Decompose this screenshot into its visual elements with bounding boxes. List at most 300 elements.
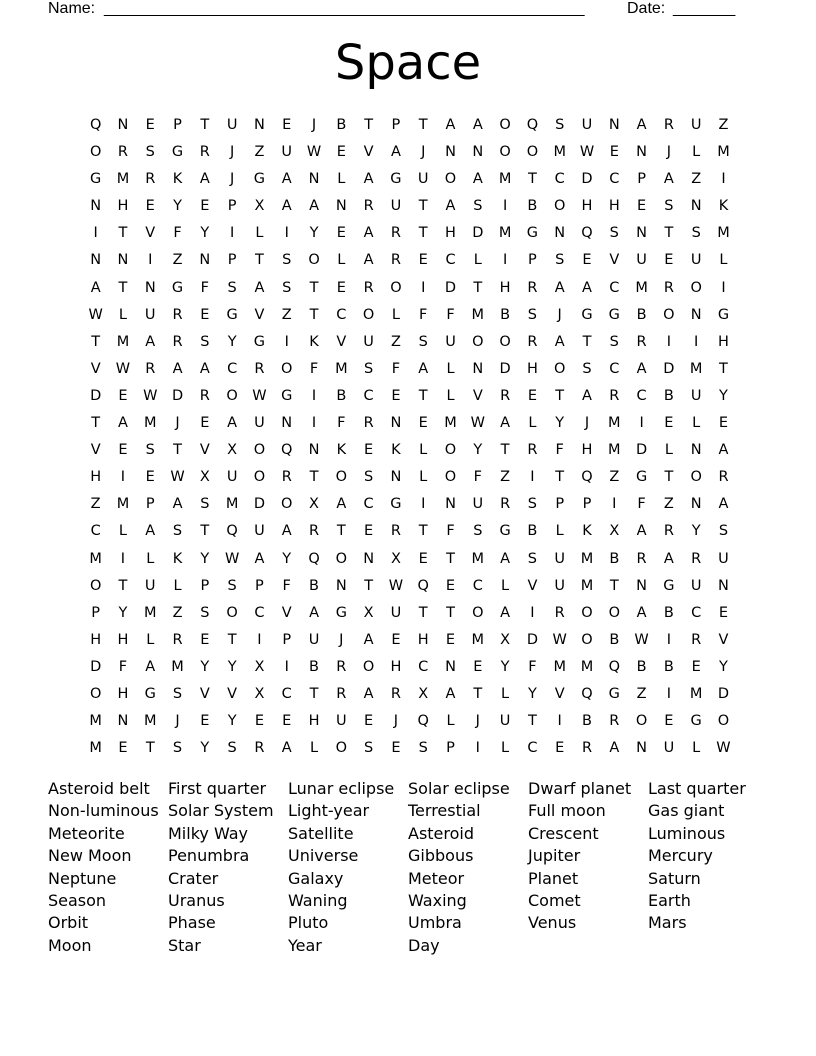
grid-letter: N: [90, 252, 102, 269]
word-bank-word: Umbra: [408, 913, 462, 933]
grid-letter: R: [554, 604, 565, 621]
grid-letter: C: [363, 496, 374, 513]
grid-letter: G: [90, 171, 102, 188]
grid-letter: T: [418, 117, 428, 133]
grid-letter: A: [363, 685, 374, 702]
grid-letter: R: [336, 658, 347, 675]
grid-letter: I: [502, 252, 508, 269]
grid-letter: W: [115, 360, 131, 377]
word-bank-word: Meteor: [408, 868, 465, 888]
grid-letter: E: [609, 144, 619, 161]
grid-letter: O: [472, 604, 484, 621]
grid-letter: U: [226, 117, 238, 133]
grid-letter: Z: [390, 333, 401, 350]
grid-letter: M: [717, 225, 730, 242]
grid-letter: A: [390, 144, 401, 161]
grid-letter: G: [390, 171, 402, 188]
grid-letter: T: [309, 469, 319, 486]
grid-letter: S: [172, 740, 183, 757]
word-bank-word: Pluto: [288, 913, 329, 933]
grid-letter: A: [145, 333, 156, 350]
grid-letter: E: [282, 713, 292, 730]
grid-letter: G: [608, 306, 620, 323]
grid-letter: Y: [200, 740, 210, 757]
grid-letter: V: [554, 685, 565, 702]
grid-letter: R: [254, 740, 265, 757]
grid-letter: L: [419, 469, 428, 486]
word-bank-word: Non-luminous: [48, 801, 159, 821]
grid-letter: S: [418, 333, 428, 350]
grid-letter: M: [225, 496, 239, 513]
grid-letter: C: [445, 252, 456, 269]
grid-letter: S: [527, 496, 537, 513]
grid-letter: L: [337, 171, 346, 188]
grid-letter: F: [118, 658, 128, 675]
grid-letter: T: [418, 604, 428, 621]
grid-letter: U: [718, 550, 729, 567]
grid-letter: O: [390, 279, 402, 296]
grid-letter: L: [692, 144, 701, 161]
grid-letter: H: [90, 631, 102, 648]
grid-letter: U: [472, 496, 484, 513]
grid-letter: R: [718, 469, 729, 486]
grid-letter: O: [89, 577, 102, 594]
grid-letter: A: [500, 604, 511, 621]
grid-letter: M: [335, 360, 348, 377]
grid-letter: R: [390, 252, 401, 269]
grid-letter: S: [227, 740, 237, 757]
grid-letter: P: [227, 252, 237, 269]
grid-letter: U: [417, 171, 429, 188]
grid-letter: R: [609, 713, 620, 730]
grid-letter: O: [499, 333, 511, 350]
grid-letter: Z: [90, 496, 101, 513]
grid-letter: S: [691, 225, 701, 242]
grid-letter: I: [639, 415, 644, 432]
grid-letter: D: [171, 387, 184, 404]
grid-letter: W: [470, 415, 485, 432]
grid-letter: A: [554, 279, 565, 296]
grid-letter: U: [690, 577, 702, 594]
grid-letter: G: [226, 306, 238, 323]
grid-letter: X: [254, 658, 265, 675]
grid-letter: N: [445, 144, 456, 161]
grid-letter: Q: [526, 117, 539, 133]
grid-letter: R: [363, 198, 374, 215]
grid-letter: A: [718, 442, 729, 459]
grid-letter: E: [200, 198, 210, 215]
grid-letter: H: [308, 713, 320, 730]
grid-letter: N: [117, 713, 129, 730]
word-bank-word: Jupiter: [528, 846, 581, 866]
grid-letter: M: [116, 333, 130, 350]
grid-letter: S: [200, 333, 210, 350]
grid-letter: M: [143, 415, 157, 432]
grid-letter: N: [690, 306, 702, 323]
grid-letter: S: [364, 740, 374, 757]
grid-letter: I: [148, 252, 153, 269]
grid-letter: H: [417, 631, 429, 648]
grid-letter: N: [554, 225, 566, 242]
grid-letter: J: [311, 117, 317, 133]
grid-letter: A: [172, 496, 183, 513]
word-bank-word: Solar eclipse: [408, 779, 510, 798]
grid-letter: D: [90, 387, 102, 404]
word-bank-column: [648, 778, 768, 957]
grid-letter: E: [718, 415, 729, 432]
grid-letter: T: [418, 198, 428, 215]
grid-row: [82, 600, 737, 627]
grid-letter: T: [336, 523, 346, 540]
grid-letter: E: [391, 387, 401, 404]
grid-letter: Y: [719, 387, 728, 404]
grid-letter: Z: [718, 117, 729, 133]
grid-letter: M: [553, 144, 566, 161]
grid-letter: B: [663, 604, 674, 621]
grid-letter: I: [502, 198, 508, 215]
grid-letter: O: [581, 631, 593, 648]
grid-letter: E: [391, 740, 401, 757]
grid-letter: A: [445, 198, 456, 215]
grid-letter: Q: [417, 577, 429, 594]
grid-letter: M: [689, 360, 703, 377]
grid-letter: X: [418, 685, 429, 702]
grid-letter: E: [118, 442, 128, 459]
grid-letter: S: [473, 523, 483, 540]
grid-letter: E: [364, 523, 374, 540]
grid-letter: J: [421, 144, 426, 161]
grid-letter: R: [172, 333, 183, 350]
grid-letter: E: [118, 740, 128, 757]
grid-letter: E: [445, 577, 456, 594]
grid-letter: C: [90, 523, 101, 540]
name-label: Name:: [48, 0, 96, 17]
grid-letter: V: [718, 631, 729, 648]
grid-letter: T: [173, 442, 182, 459]
grid-letter: A: [254, 550, 265, 567]
grid-letter: P: [391, 117, 401, 133]
grid-letter: R: [663, 523, 674, 540]
grid-letter: T: [418, 225, 428, 242]
grid-letter: T: [118, 279, 128, 296]
grid-letter: F: [446, 523, 455, 540]
grid-letter: S: [145, 144, 155, 161]
grid-letter: U: [554, 550, 565, 567]
grid-letter: O: [553, 198, 566, 215]
grid-letter: N: [90, 198, 102, 215]
grid-letter: A: [227, 415, 238, 432]
grid-letter: M: [89, 740, 102, 757]
grid-letter: U: [445, 333, 456, 350]
grid-letter: I: [721, 171, 726, 188]
grid-letter: X: [199, 469, 210, 486]
grid-letter: M: [498, 171, 512, 188]
grid-letter: L: [528, 415, 537, 432]
grid-letter: G: [717, 306, 730, 323]
grid-letter: I: [666, 333, 672, 350]
grid-letter: M: [143, 604, 157, 621]
grid-letter: N: [199, 252, 211, 269]
grid-letter: A: [145, 523, 156, 540]
grid-letter: A: [309, 604, 319, 621]
grid-letter: T: [255, 252, 264, 269]
word-bank-word: Terrestial: [408, 801, 481, 821]
word-bank-word: Full moon: [528, 801, 606, 821]
grid-letter: C: [609, 279, 620, 296]
grid-letter: C: [336, 306, 347, 323]
grid-letter: A: [636, 604, 647, 621]
grid-letter: K: [582, 523, 592, 540]
grid-letter: U: [363, 333, 374, 350]
grid-letter: A: [609, 740, 620, 757]
grid-letter: N: [472, 144, 484, 161]
grid-row: [82, 518, 737, 545]
grid-letter: M: [471, 550, 485, 567]
grid-letter: L: [473, 252, 482, 269]
grid-letter: P: [91, 604, 101, 621]
grid-letter: A: [199, 171, 210, 188]
grid-letter: S: [145, 442, 155, 459]
grid-letter: Q: [608, 658, 620, 675]
grid-letter: A: [363, 252, 374, 269]
grid-letter: M: [689, 685, 703, 702]
grid-letter: L: [146, 631, 155, 648]
word-bank-word: Penumbra: [168, 846, 250, 866]
grid-letter: E: [200, 415, 210, 432]
grid-letter: A: [336, 496, 347, 513]
grid-row: [82, 573, 737, 600]
grid-letter: K: [172, 550, 183, 567]
grid-letter: Z: [172, 604, 183, 621]
grid-letter: P: [173, 117, 182, 133]
grid-letter: R: [500, 496, 511, 513]
grid-letter: E: [282, 117, 292, 133]
grid-letter: Y: [118, 604, 128, 621]
word-bank-word: Dwarf planet: [528, 779, 632, 798]
grid-row: [82, 356, 737, 383]
grid-letter: T: [364, 117, 374, 133]
grid-letter: N: [445, 496, 456, 513]
grid-letter: L: [446, 713, 455, 730]
grid-letter: P: [637, 171, 646, 188]
grid-letter: Y: [200, 658, 210, 675]
grid-letter: R: [172, 306, 183, 323]
grid-letter: D: [526, 631, 538, 648]
grid-letter: S: [364, 360, 374, 377]
grid-letter: A: [663, 550, 674, 567]
grid-letter: E: [364, 713, 374, 730]
grid-letter: Z: [172, 252, 183, 269]
grid-letter: N: [117, 252, 129, 269]
grid-letter: O: [226, 604, 238, 621]
grid-letter: W: [552, 631, 567, 648]
grid-letter: O: [444, 442, 457, 459]
word-bank-word: Crescent: [528, 823, 599, 843]
grid-letter: L: [146, 550, 155, 567]
grid-letter: L: [501, 740, 510, 757]
grid-letter: V: [609, 252, 620, 269]
grid-letter: O: [690, 279, 702, 296]
grid-letter: X: [254, 198, 265, 215]
grid-letter: L: [118, 523, 127, 540]
grid-letter: H: [117, 198, 129, 215]
grid-letter: E: [200, 306, 210, 323]
grid-letter: J: [557, 306, 562, 323]
grid-letter: A: [582, 279, 592, 296]
grid-letter: R: [390, 225, 401, 242]
grid-letter: O: [362, 658, 375, 675]
word-bank-word: Planet: [528, 868, 579, 888]
grid-letter: W: [88, 306, 103, 323]
grid-letter: R: [636, 333, 647, 350]
grid-letter: B: [309, 658, 319, 675]
word-bank-word: Gibbous: [408, 846, 474, 866]
grid-letter: L: [664, 442, 673, 459]
grid-letter: X: [609, 523, 620, 540]
grid-letter: C: [363, 387, 374, 404]
grid-letter: I: [284, 225, 289, 242]
grid-letter: Y: [527, 685, 537, 702]
grid-letter: O: [581, 604, 593, 621]
grid-letter: U: [254, 415, 265, 432]
grid-letter: N: [254, 117, 265, 133]
grid-letter: Y: [719, 658, 728, 675]
grid-letter: O: [608, 604, 620, 621]
grid-letter: A: [472, 117, 483, 133]
grid-letter: S: [172, 523, 183, 540]
grid-letter: A: [418, 360, 429, 377]
grid-letter: M: [471, 631, 485, 648]
grid-letter: E: [664, 713, 674, 730]
grid-letter: O: [335, 469, 348, 486]
grid-letter: H: [90, 469, 102, 486]
grid-letter: R: [527, 442, 538, 459]
grid-letter: S: [527, 550, 537, 567]
grid-letter: C: [554, 171, 565, 188]
grid-letter: I: [120, 469, 126, 486]
grid-letter: Y: [500, 658, 510, 675]
grid-letter: Z: [609, 469, 620, 486]
grid-letter: E: [582, 252, 592, 269]
grid-letter: I: [311, 387, 317, 404]
grid-row: [82, 166, 737, 193]
grid-letter: G: [581, 306, 593, 323]
grid-letter: R: [691, 550, 702, 567]
grid-letter: F: [173, 225, 182, 242]
grid-letter: I: [93, 225, 98, 242]
grid-letter: R: [363, 415, 374, 432]
grid-letter: G: [663, 577, 675, 594]
grid-letter: G: [390, 496, 402, 513]
grid-letter: P: [582, 496, 592, 513]
grid-letter: F: [282, 577, 291, 594]
grid-letter: D: [717, 685, 730, 702]
grid-letter: L: [446, 360, 455, 377]
grid-letter: R: [500, 387, 511, 404]
grid-letter: O: [226, 387, 238, 404]
grid-letter: R: [691, 631, 702, 648]
word-bank-word: Season: [48, 891, 107, 911]
grid-letter: N: [363, 550, 375, 567]
grid-letter: T: [555, 387, 565, 404]
grid-letter: U: [390, 198, 402, 215]
grid-letter: A: [445, 117, 456, 133]
grid-letter: X: [390, 550, 401, 567]
grid-letter: Y: [555, 415, 565, 432]
grid-letter: B: [336, 117, 347, 133]
grid-letter: A: [281, 198, 292, 215]
grid-letter: H: [445, 225, 456, 242]
grid-letter: T: [200, 523, 210, 540]
grid-letter: N: [117, 117, 129, 133]
grid-letter: L: [692, 415, 701, 432]
grid-letter: T: [309, 685, 319, 702]
grid-letter: H: [117, 685, 129, 702]
word-bank-column: [48, 778, 168, 957]
grid-letter: T: [145, 740, 155, 757]
grid-letter: T: [446, 550, 455, 567]
grid-letter: U: [499, 713, 511, 730]
word-bank-word: Galaxy: [288, 868, 344, 888]
grid-letter: O: [526, 144, 539, 161]
grid-letter: R: [636, 550, 647, 567]
word-bank-column: [528, 778, 648, 957]
grid-letter: J: [229, 171, 235, 188]
grid-letter: D: [636, 442, 648, 459]
grid-letter: W: [306, 144, 322, 161]
grid-letter: M: [580, 550, 594, 567]
grid-letter: F: [637, 496, 646, 513]
grid-letter: N: [445, 658, 456, 675]
grid-letter: A: [145, 658, 156, 675]
grid-letter: M: [580, 577, 594, 594]
grid-letter: Q: [581, 469, 593, 486]
grid-letter: A: [636, 523, 647, 540]
grid-letter: I: [612, 496, 617, 513]
word-bank-word: Asteroid: [408, 823, 475, 843]
grid-letter: A: [309, 198, 319, 215]
grid-letter: Y: [473, 442, 483, 459]
grid-letter: A: [500, 550, 511, 567]
grid-letter: H: [608, 198, 620, 215]
grid-letter: U: [226, 469, 238, 486]
grid-letter: B: [336, 387, 347, 404]
grid-letter: Q: [581, 225, 593, 242]
grid-letter: G: [690, 713, 702, 730]
word-bank-word: First quarter: [168, 779, 267, 798]
grid-letter: N: [636, 144, 648, 161]
grid-letter: C: [609, 360, 620, 377]
grid-letter: N: [472, 360, 484, 377]
grid-letter: S: [282, 252, 292, 269]
grid-letter: E: [718, 604, 729, 621]
grid-letter: E: [200, 713, 210, 730]
grid-letter: R: [281, 469, 292, 486]
grid-row: [82, 464, 737, 491]
grid-letter: Q: [226, 523, 238, 540]
grid-letter: U: [390, 604, 402, 621]
grid-row: [82, 275, 737, 302]
grid-letter: X: [309, 496, 319, 513]
grid-letter: C: [418, 658, 429, 675]
grid-letter: Z: [663, 496, 674, 513]
grid-letter: I: [557, 713, 562, 730]
grid-letter: J: [229, 144, 235, 161]
grid-letter: H: [718, 333, 729, 350]
grid-letter: I: [229, 225, 235, 242]
grid-letter: O: [635, 713, 648, 730]
grid-letter: E: [145, 469, 155, 486]
